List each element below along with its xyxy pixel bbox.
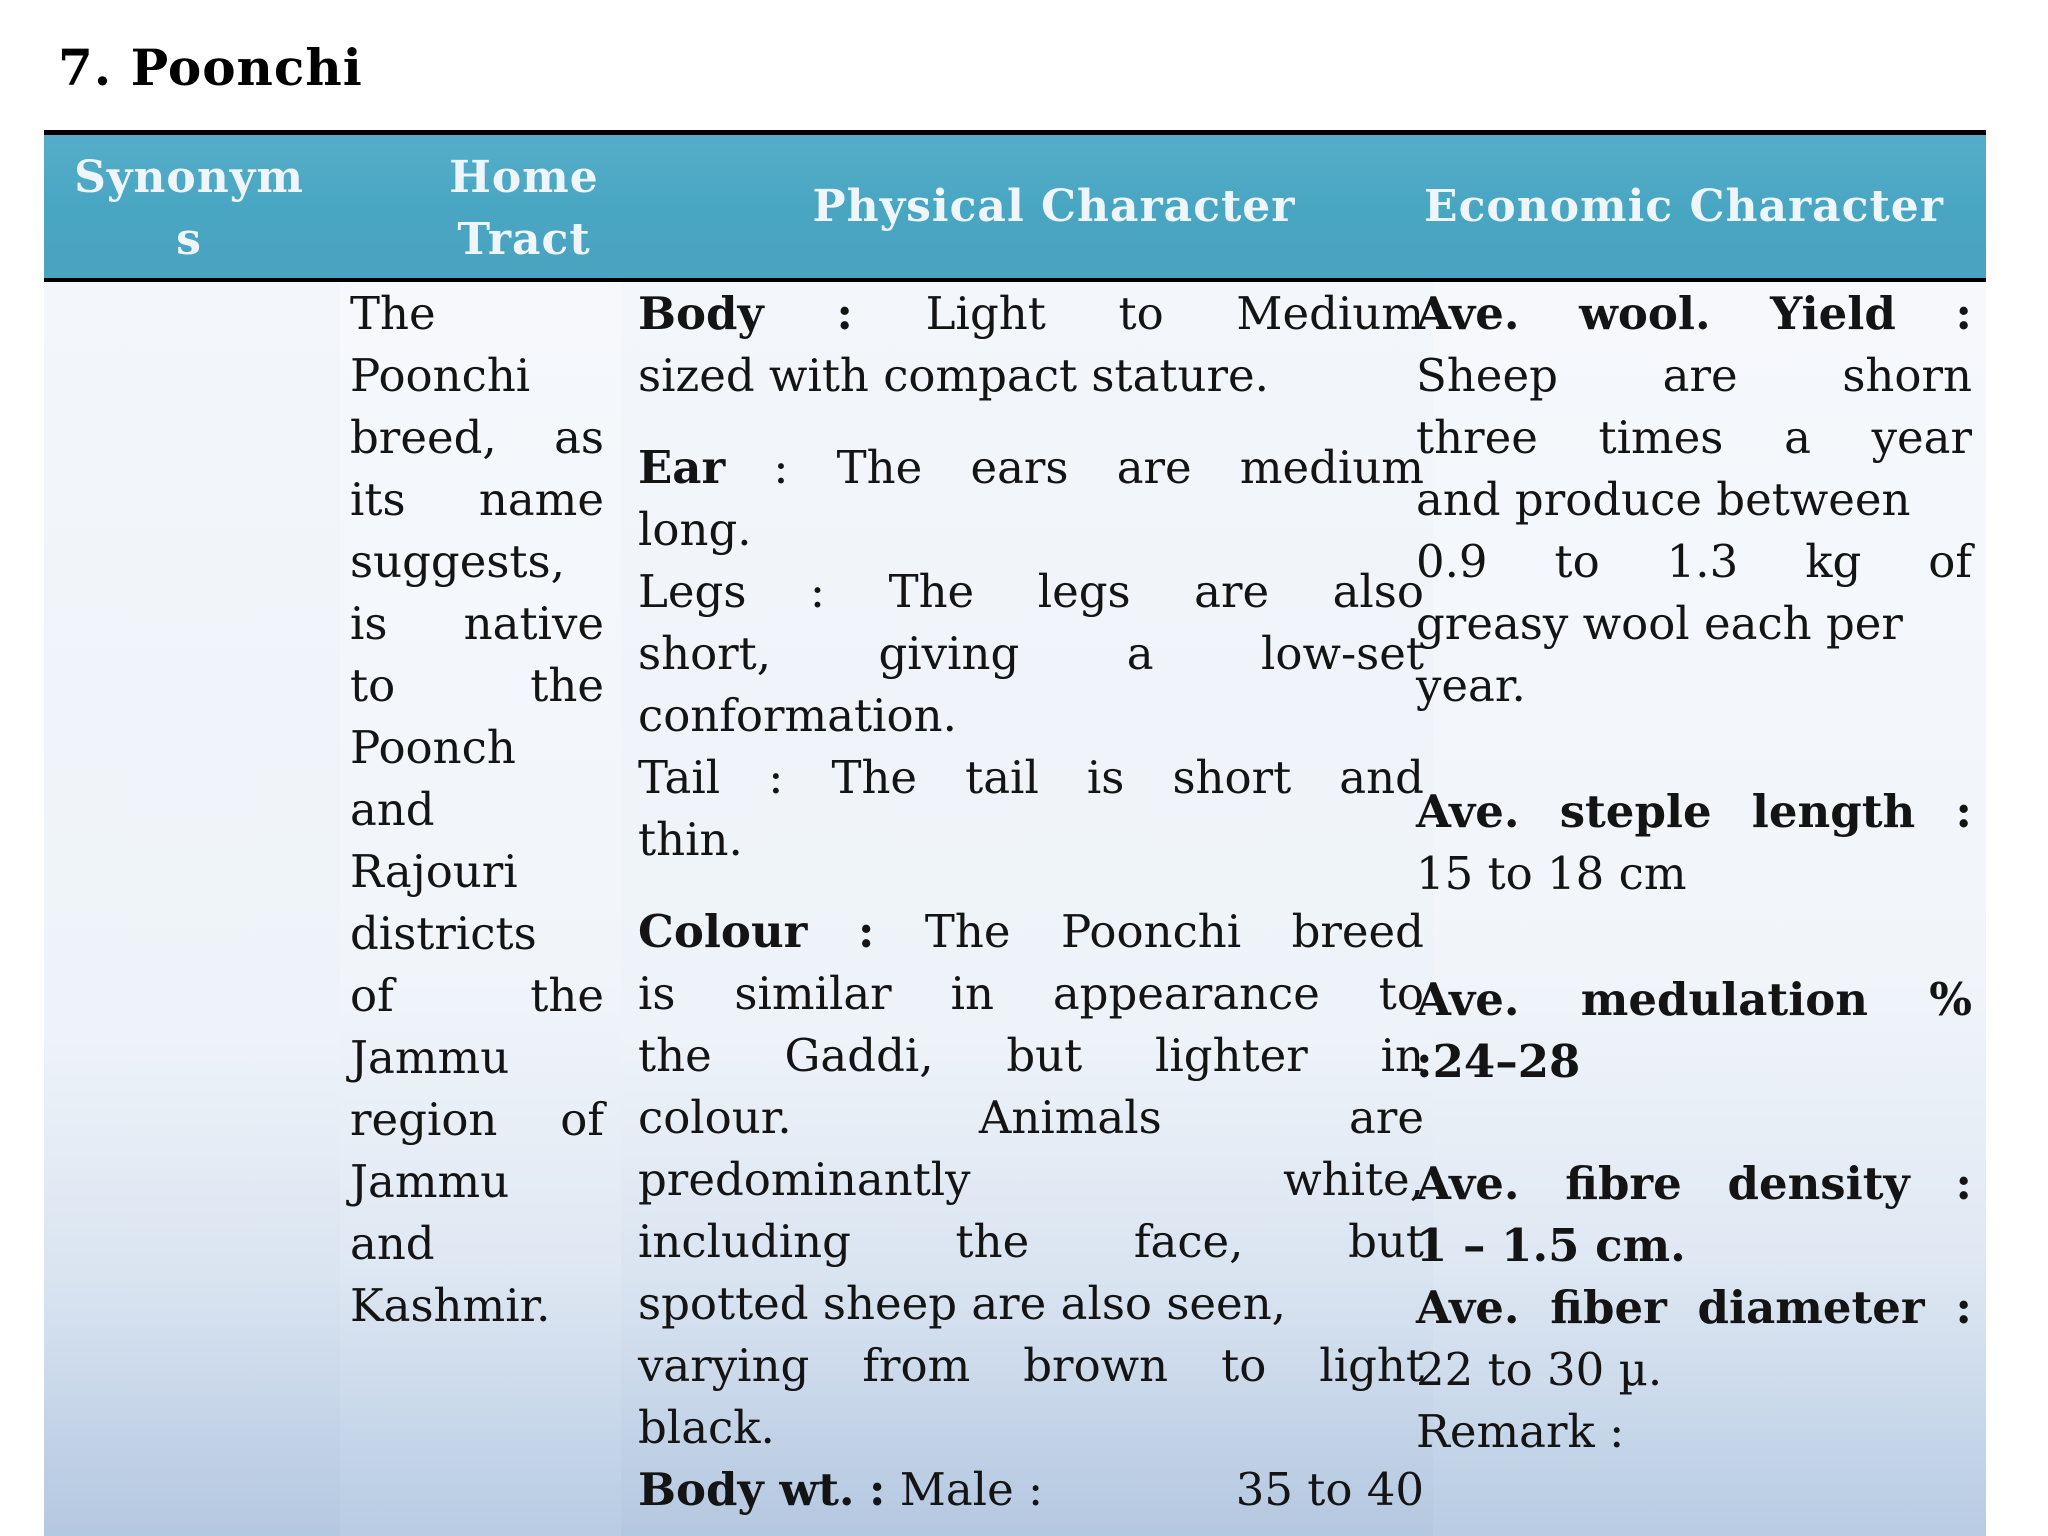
body-weight-label: Body wt. — [638, 1463, 855, 1516]
word: similar — [734, 967, 892, 1020]
word: is — [350, 597, 388, 650]
wool-line-1 — [1416, 283, 1972, 345]
home-tract-line — [350, 965, 604, 1027]
spacer — [638, 407, 1424, 437]
word: as — [554, 411, 604, 464]
word: light — [1319, 1339, 1424, 1392]
word: Animals — [978, 1091, 1162, 1144]
colour-line-9: black. — [638, 1401, 775, 1454]
word: Ave. — [1416, 973, 1520, 1026]
word: The — [888, 565, 975, 618]
word: colour. — [638, 1091, 792, 1144]
home-tract-line — [350, 1027, 604, 1089]
breed-table — [44, 130, 1986, 1536]
word: diameter — [1697, 1281, 1925, 1334]
word: face, — [1133, 1215, 1244, 1268]
word: appearance — [1052, 967, 1320, 1020]
word: and — [350, 783, 435, 836]
home-tract-line — [350, 779, 604, 841]
word: The — [350, 287, 436, 340]
word: to — [1554, 535, 1600, 588]
word: : — [773, 441, 789, 494]
word: Ave. — [1416, 1157, 1520, 1210]
word: to — [350, 659, 396, 712]
colour-line-5 — [638, 1149, 1424, 1211]
word: in — [1380, 1029, 1424, 1082]
word: the — [638, 1029, 712, 1082]
word: : — [809, 565, 826, 618]
word: to — [1378, 967, 1424, 1020]
word: steple — [1559, 785, 1712, 838]
word: Poonchi — [1060, 905, 1242, 958]
tail-line-2: thin. — [638, 813, 743, 866]
colour-line-7: spotted sheep are also seen, — [638, 1277, 1286, 1330]
word: districts — [350, 907, 537, 960]
word: 1.3 — [1666, 535, 1739, 588]
table-header — [44, 135, 1986, 282]
word: The — [924, 905, 1011, 958]
word: the — [530, 659, 604, 712]
word: Kashmir. — [350, 1279, 551, 1332]
word: in — [950, 967, 994, 1020]
word: its — [350, 473, 406, 526]
body-weight-line — [638, 1459, 1424, 1521]
header-synonyms-line1: Synonym — [74, 152, 304, 203]
word: Rajouri — [350, 845, 518, 898]
word: to — [1118, 287, 1164, 340]
home-tract-line — [350, 655, 604, 717]
density-line-1 — [1416, 1153, 1972, 1215]
header-physical-character: Physical Character — [812, 180, 1296, 232]
word: of — [350, 969, 394, 1022]
wool-line-4: and produce between — [1416, 473, 1911, 526]
header-home-line2: Tract — [457, 214, 591, 265]
body-colon: : — [836, 287, 853, 340]
word: density — [1727, 1157, 1910, 1210]
word: : — [768, 751, 784, 804]
word: times — [1598, 411, 1724, 464]
word: : — [857, 905, 875, 958]
word: also — [1332, 565, 1424, 618]
word: brown — [1023, 1339, 1169, 1392]
home-tract-line — [350, 345, 604, 407]
word: : — [1955, 287, 1972, 340]
word: fiber — [1550, 1281, 1667, 1334]
word: Tail — [638, 751, 721, 804]
colour-line-4 — [638, 1087, 1424, 1149]
wool-line-7: year. — [1416, 659, 1526, 712]
word: kg — [1805, 535, 1862, 588]
economic-character-cell — [1416, 283, 1972, 1463]
home-tract-line — [350, 1089, 604, 1151]
body-weight-colon: : — [868, 1463, 886, 1516]
word: predominantly — [638, 1153, 971, 1206]
word: Ave. — [1416, 785, 1520, 838]
colour-line-3 — [638, 1025, 1424, 1087]
word: : — [1955, 1281, 1972, 1334]
word: Ave. — [1416, 1281, 1520, 1334]
body-label: Body — [638, 287, 764, 340]
word: the — [530, 969, 604, 1022]
ear-line-1 — [638, 437, 1424, 499]
word: and — [350, 1217, 435, 1270]
word: a — [1784, 411, 1811, 464]
medulation-line-2: :24–28 — [1416, 1035, 1581, 1088]
home-tract-line — [350, 469, 604, 531]
word: is — [1086, 751, 1125, 804]
word: but — [1348, 1215, 1424, 1268]
word: short, — [638, 627, 772, 680]
word: The — [836, 441, 923, 494]
word: short — [1172, 751, 1292, 804]
staple-line-1 — [1416, 781, 1972, 843]
wool-line-2 — [1416, 345, 1972, 407]
word: legs — [1037, 565, 1131, 618]
word: Sheep — [1416, 349, 1558, 402]
physical-character-cell — [638, 283, 1424, 1521]
home-tract-line — [350, 1151, 604, 1213]
diameter-line-2: 22 to 30 µ. — [1416, 1343, 1663, 1396]
colour-label: Colour — [638, 905, 808, 958]
medulation-line-1 — [1416, 969, 1972, 1031]
word: the — [955, 1215, 1030, 1268]
word: three — [1416, 411, 1538, 464]
home-tract-line — [350, 1213, 604, 1275]
word: medium — [1239, 441, 1424, 494]
spacer — [638, 871, 1424, 901]
word: Poonch — [350, 721, 516, 774]
header-synonyms — [44, 135, 334, 278]
word: Medium — [1236, 287, 1424, 340]
density-line-2: 1 – 1.5 cm. — [1416, 1219, 1686, 1272]
word: is — [638, 967, 676, 1020]
home-tract-line — [350, 717, 604, 779]
word: 0.9 — [1416, 535, 1488, 588]
colour-line-1 — [638, 901, 1424, 963]
word: a — [1126, 627, 1154, 680]
word: lighter — [1155, 1029, 1308, 1082]
word: ears — [970, 441, 1069, 494]
word: Jammu — [350, 1155, 510, 1208]
colour-line-8 — [638, 1335, 1424, 1397]
home-tract-cell — [350, 283, 604, 1337]
home-tract-line — [350, 593, 604, 655]
word: white, — [1283, 1153, 1424, 1206]
word: Light — [925, 287, 1046, 340]
word: medulation — [1580, 973, 1869, 1026]
word: : — [1955, 785, 1972, 838]
word: suggests, — [350, 535, 565, 588]
word: of — [560, 1093, 604, 1146]
word: Poonchi — [350, 349, 531, 402]
word: shorn — [1842, 349, 1972, 402]
word: including — [638, 1215, 851, 1268]
word: Gaddi, — [784, 1029, 934, 1082]
body-line-2: sized with compact stature. — [638, 349, 1269, 402]
spacer — [1416, 905, 1972, 969]
colour-line-6 — [638, 1211, 1424, 1273]
wool-line-5 — [1416, 531, 1972, 593]
word: to — [1221, 1339, 1267, 1392]
spacer — [1416, 717, 1972, 781]
diameter-line-1 — [1416, 1277, 1972, 1339]
word: are — [1662, 349, 1738, 402]
word: % — [1929, 973, 1972, 1026]
wool-line-6: greasy wool each per — [1416, 597, 1903, 650]
tail-line-1 — [638, 747, 1424, 809]
word: : — [1955, 1157, 1972, 1210]
word: Ave. — [1416, 287, 1520, 340]
legs-line-3: conformation. — [638, 689, 957, 742]
colour-line-2 — [638, 963, 1424, 1025]
word: fibre — [1565, 1157, 1682, 1210]
header-economic-character: Economic Character — [1424, 180, 1944, 232]
word: native — [463, 597, 604, 650]
header-home-line1: Home — [449, 152, 599, 203]
word: Jammu — [350, 1031, 510, 1084]
home-tract-line — [350, 903, 604, 965]
word: Yield — [1770, 287, 1896, 340]
word: low-set — [1260, 627, 1424, 680]
ear-label: Ear — [638, 441, 726, 494]
word: breed, — [350, 411, 497, 464]
word: of — [1928, 535, 1972, 588]
word: region — [350, 1093, 498, 1146]
ear-line-2: long. — [638, 503, 752, 556]
body-weight-text: Male : — [899, 1463, 1044, 1516]
home-tract-line — [350, 841, 604, 903]
home-tract-line — [350, 407, 604, 469]
body-line-1 — [638, 283, 1424, 345]
home-tract-line — [350, 531, 604, 593]
body-weight-value: 35 to 40 — [1235, 1463, 1424, 1516]
word: but — [1006, 1029, 1083, 1082]
word: breed — [1291, 905, 1424, 958]
legs-line-2 — [638, 623, 1424, 685]
legs-line-1 — [638, 561, 1424, 623]
word: giving — [878, 627, 1020, 680]
word: are — [1116, 441, 1192, 494]
word: are — [1194, 565, 1270, 618]
word: year — [1871, 411, 1972, 464]
word: wool. — [1579, 287, 1711, 340]
word: name — [478, 473, 604, 526]
wool-line-3 — [1416, 407, 1972, 469]
word: Legs — [638, 565, 747, 618]
page-title: 7. Poonchi — [58, 38, 363, 97]
word: tail — [965, 751, 1039, 804]
word: varying — [638, 1339, 810, 1392]
word: length — [1751, 785, 1916, 838]
word: from — [862, 1339, 971, 1392]
staple-line-2: 15 to 18 cm — [1416, 847, 1687, 900]
home-tract-line — [350, 1275, 604, 1337]
word: The — [831, 751, 918, 804]
header-synonyms-line2: s — [176, 214, 202, 265]
word: are — [1349, 1091, 1424, 1144]
synonyms-cell — [44, 282, 340, 1536]
header-home-tract — [374, 135, 674, 278]
remark-line: Remark : — [1416, 1405, 1625, 1458]
home-tract-line — [350, 283, 604, 345]
word: and — [1339, 751, 1424, 804]
spacer — [1416, 1093, 1972, 1153]
